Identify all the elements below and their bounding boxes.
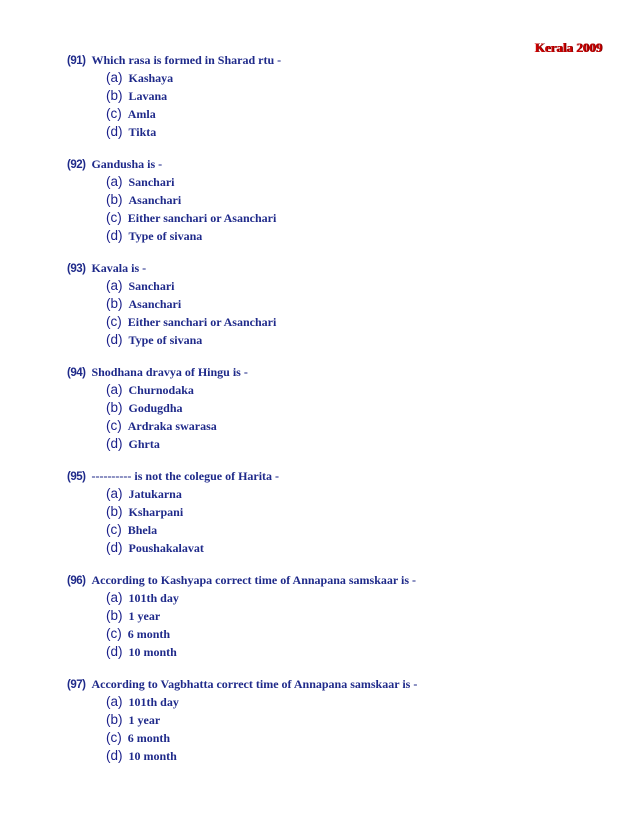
option-letter: (b): [106, 400, 123, 415]
option-a: [106, 485, 607, 503]
option-d: [106, 435, 607, 453]
question-line: [67, 676, 607, 693]
option-b: [106, 503, 607, 521]
option-letter: (b): [106, 88, 123, 103]
option-c: [106, 729, 607, 747]
option-text: Poushakalavat: [128, 541, 204, 555]
question-list: [67, 52, 607, 780]
option-text: Either sanchari or Asanchari: [127, 315, 277, 329]
question-item: [67, 572, 607, 661]
option-text: Ghrta: [128, 437, 160, 451]
option-text: Ardraka swarasa: [127, 419, 217, 433]
option-letter: (d): [106, 228, 123, 243]
exam-source-tag: Kerala 2009: [534, 40, 602, 55]
option-d: [106, 227, 607, 245]
question-text: Kavala is -: [91, 261, 147, 275]
option-text: 10 month: [128, 749, 177, 763]
option-text: Godugdha: [128, 401, 183, 415]
question-line: [67, 572, 607, 589]
option-a: [106, 277, 607, 295]
option-text: Asanchari: [128, 297, 182, 311]
option-text: 10 month: [128, 645, 177, 659]
option-text: Kashaya: [128, 71, 174, 85]
option-a: [106, 589, 607, 607]
option-text: 6 month: [127, 627, 171, 641]
option-d: [106, 747, 607, 765]
question-text: Which rasa is formed in Sharad rtu -: [91, 53, 282, 67]
option-text: Tikta: [128, 125, 157, 139]
option-letter: (c): [106, 314, 122, 329]
option-letter: (c): [106, 626, 122, 641]
question-line: [67, 364, 607, 381]
question-text: According to Vagbhatta correct time of Annapana samskaar is -: [91, 677, 418, 691]
question-item: [67, 364, 607, 453]
question-item: [67, 260, 607, 349]
question-number: (95): [67, 471, 86, 483]
option-text: 101th day: [128, 591, 179, 605]
option-text: 1 year: [128, 713, 161, 727]
option-d: [106, 643, 607, 661]
option-c: [106, 625, 607, 643]
option-text: Jatukarna: [128, 487, 182, 501]
question-line: [67, 52, 607, 69]
question-line: [67, 468, 607, 485]
option-d: [106, 539, 607, 557]
question-number: (94): [67, 367, 86, 379]
option-letter: (b): [106, 608, 123, 623]
option-letter: (c): [106, 730, 122, 745]
question-item: [67, 156, 607, 245]
option-text: Type of sivana: [128, 229, 203, 243]
option-c: [106, 209, 607, 227]
option-text: Sanchari: [128, 175, 175, 189]
option-b: [106, 87, 607, 105]
option-letter: (a): [106, 694, 123, 709]
option-letter: (a): [106, 486, 123, 501]
option-text: Type of sivana: [128, 333, 203, 347]
option-text: Amla: [127, 107, 156, 121]
option-b: [106, 711, 607, 729]
question-item: [67, 468, 607, 557]
question-number: (93): [67, 263, 86, 275]
option-letter: (d): [106, 436, 123, 451]
option-b: [106, 191, 607, 209]
option-letter: (a): [106, 382, 123, 397]
option-text: Sanchari: [128, 279, 175, 293]
option-b: [106, 295, 607, 313]
option-a: [106, 173, 607, 191]
option-c: [106, 521, 607, 539]
option-letter: (d): [106, 540, 123, 555]
option-letter: (c): [106, 522, 122, 537]
option-c: [106, 417, 607, 435]
option-letter: (b): [106, 712, 123, 727]
question-number: (92): [67, 159, 86, 171]
option-letter: (d): [106, 748, 123, 763]
question-line: [67, 156, 607, 173]
option-letter: (a): [106, 278, 123, 293]
question-number: (91): [67, 55, 86, 67]
option-letter: (b): [106, 296, 123, 311]
question-item: [67, 676, 607, 765]
option-letter: (b): [106, 504, 123, 519]
option-letter: (d): [106, 124, 123, 139]
option-c: [106, 313, 607, 331]
option-a: [106, 693, 607, 711]
option-letter: (a): [106, 70, 123, 85]
question-line: [67, 260, 607, 277]
option-a: [106, 69, 607, 87]
option-letter: (b): [106, 192, 123, 207]
option-letter: (c): [106, 106, 122, 121]
option-d: [106, 331, 607, 349]
question-text: Gandusha is -: [91, 157, 163, 171]
option-text: 101th day: [128, 695, 179, 709]
option-text: 6 month: [127, 731, 171, 745]
option-text: Asanchari: [128, 193, 182, 207]
option-letter: (d): [106, 644, 123, 659]
option-b: [106, 399, 607, 417]
option-letter: (a): [106, 590, 123, 605]
option-b: [106, 607, 607, 625]
option-text: Bhela: [127, 523, 158, 537]
option-text: Churnodaka: [128, 383, 194, 397]
option-c: [106, 105, 607, 123]
option-letter: (c): [106, 210, 122, 225]
question-item: [67, 52, 607, 141]
question-number: (97): [67, 679, 86, 691]
option-letter: (a): [106, 174, 123, 189]
option-text: Ksharpani: [128, 505, 184, 519]
question-text: Shodhana dravya of Hingu is -: [91, 365, 248, 379]
option-letter: (d): [106, 332, 123, 347]
option-text: Either sanchari or Asanchari: [127, 211, 277, 225]
option-letter: (c): [106, 418, 122, 433]
option-text: Lavana: [128, 89, 168, 103]
question-number: (96): [67, 575, 86, 587]
option-d: [106, 123, 607, 141]
question-text: According to Kashyapa correct time of Annapana samskaar is -: [91, 573, 417, 587]
question-text: ---------- is not the colegue of Harita -: [91, 469, 280, 483]
option-a: [106, 381, 607, 399]
option-text: 1 year: [128, 609, 161, 623]
